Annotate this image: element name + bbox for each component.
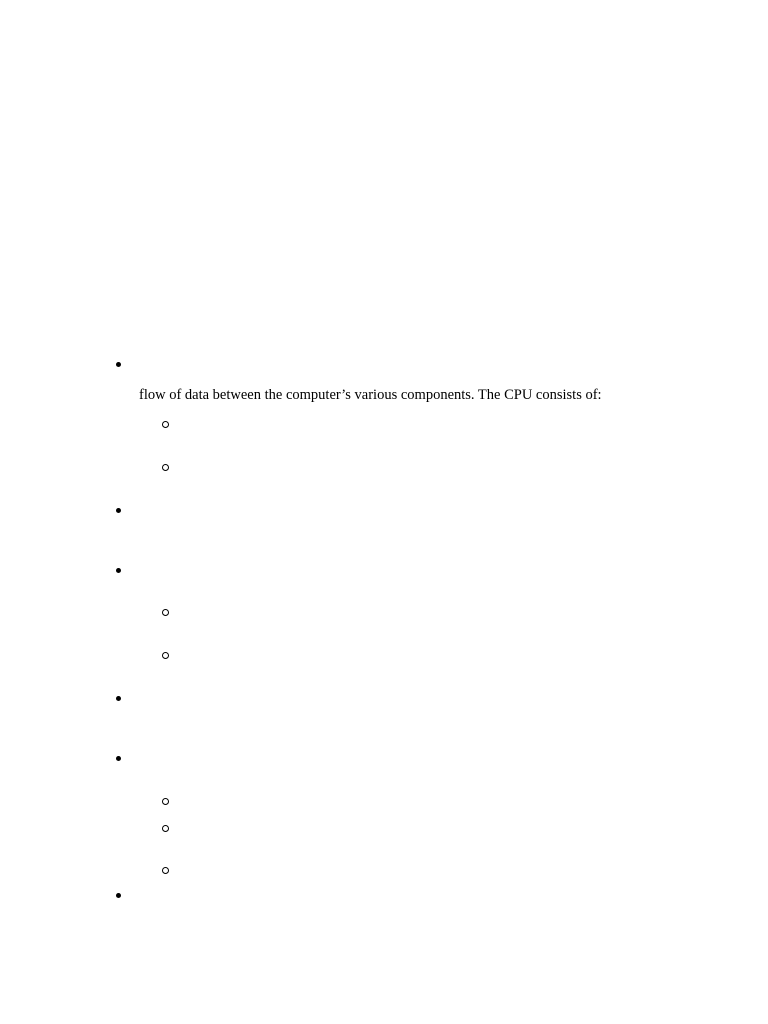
- list-bullet-circle: [161, 607, 171, 621]
- list-bullet-disc: [114, 505, 124, 519]
- list-bullet-disc: [114, 890, 124, 904]
- list-bullet-circle: [161, 650, 171, 664]
- list-bullet-circle: [161, 823, 171, 837]
- list-bullet-disc: [114, 565, 124, 579]
- list-bullet-circle: [161, 419, 171, 433]
- cpu-intro-text: flow of data between the computer’s various components. The CPU consists of:: [139, 387, 602, 403]
- list-bullet-circle: [161, 865, 171, 879]
- list-bullet-disc: [114, 753, 124, 767]
- list-bullet-disc: [114, 693, 124, 707]
- list-bullet-circle: [161, 796, 171, 810]
- list-bullet-disc: [114, 359, 124, 373]
- list-bullet-circle: [161, 462, 171, 476]
